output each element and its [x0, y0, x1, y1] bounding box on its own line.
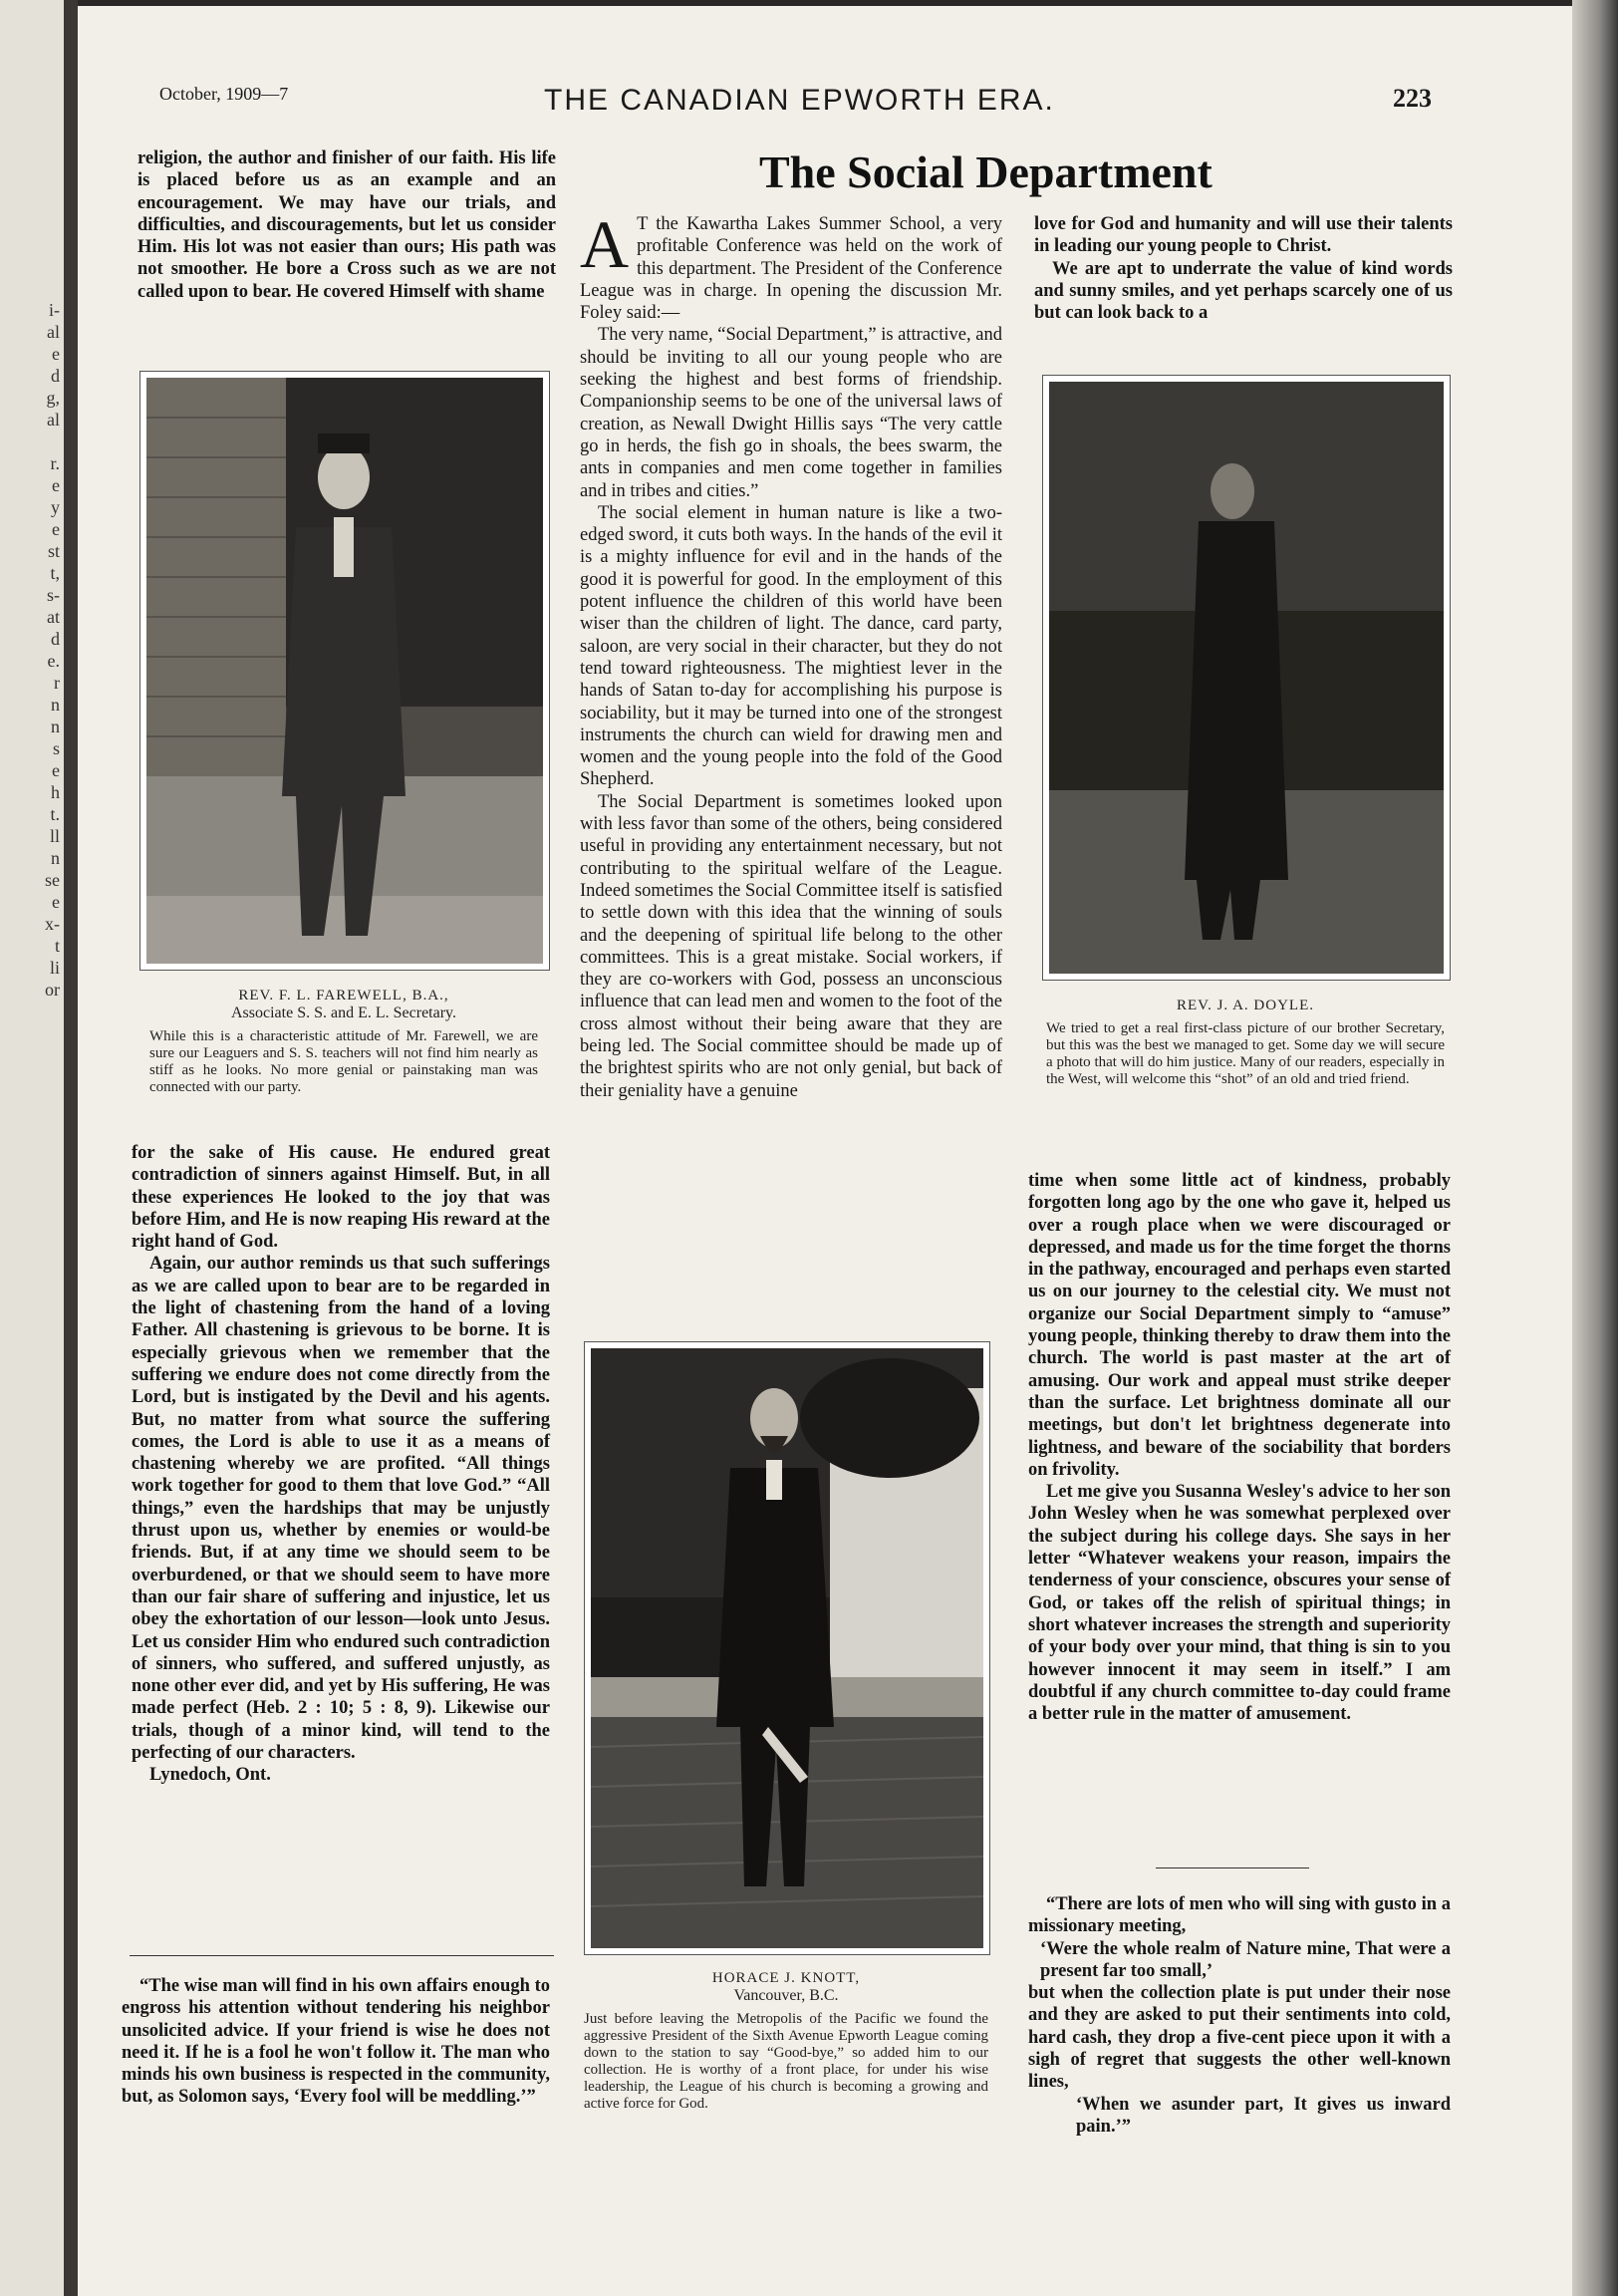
col1-body	[132, 1142, 550, 1787]
farewell-name: REV. F. L. FAREWELL, B.A.,	[238, 988, 449, 1004]
doyle-name: REV. J. A. DOYLE.	[1177, 998, 1314, 1013]
article-paragraph-1: T the Kawartha Lakes Summer School, a very profitable Conference was held on the work of this department. The President of the Conference League was in charge. In opening the discussion Mr. Foley said:—	[580, 214, 1002, 324]
photo-farewell-image	[146, 378, 543, 964]
col3-paragraph-2: We are apt to underrate the value of kind words and sunny smiles, and yet perhaps scarcely one of us but can look back to a	[1034, 258, 1453, 324]
farewell-role: Associate S. S. and E. L. Secretary.	[230, 1004, 456, 1021]
header-page-number: 223	[1393, 84, 1432, 113]
col3-paragraph-4: Let me give you Susanna Wesley's advice to her son John Wesley when he was somewhat perplexed over the subject during his college days. She says in her letter “Whatever weakens your reason, impairs the tenderness of your conscience, obscures your sense of God, or takes off the relish of spiritual things; in short whatever increases the strength and superiority of your body over your mind, that thing is sin to you however innocent it may seem in itself.” I am doubtful if any church committee to-day could frame a better rule in the matter of amusement.	[1028, 1482, 1451, 1725]
col3-paragraph-1: love for God and humanity and will use their talents in leading our young people to Christ.	[1034, 214, 1453, 257]
adjacent-page-fragments: i- al e d g, al r. e y e st t, s- at d e. r n n s e h t. ll n se e x- t li or	[45, 300, 60, 1000]
col3-hymn-lines: ‘Were the whole realm of Nature mine, That were a present far too small,’	[1040, 1938, 1451, 1981]
article-paragraph-4: The Social Department is sometimes looked upon with less favor than some of the others, being considered useful in providing any entertainment necessary, but not contributing to the spiritual welfare of the League. Indeed sometimes the Social Committee itself is satisfied to settle down with this idea that the winning of souls and the deepening of spiritual life belong to the other committees. This is a great mistake. Social workers, if they are co-workers with God, possess an unconscious influence that can lead men and women to the foot of the cross almost without their being aware that they are being led. The Social committee should be made up of the brightest spirits who are not only genial, but back of their geniality have a genuine	[580, 791, 1002, 1101]
col1-divider	[130, 1955, 554, 1956]
binding-gutter	[64, 0, 78, 2296]
knott-caption	[584, 1969, 988, 2113]
farewell-caption	[149, 987, 538, 1096]
article-paragraph-2: The very name, “Social Department,” is attractive, and should be inviting to all our young people who are seeking the highest and best forms of friendship. Companionship seems to be one of the universal laws of creation, as Newall Dwight Hillis says “The very cattle go in herds, the fish go in shoals, the bees swarm, the ants in companies and men come together in families and in tribes and cities.”	[580, 325, 1002, 501]
col1-paragraph-2: Again, our author reminds us that such sufferings as we are called upon to bear are to be regarded in the light of chastening from the hand of a loving Father. All chastening is grievous to be borne. It is especially grievous when we remember that the suffering we endure does not come directly from the Lord, but is instigated by the Devil and his agents. But, no matter from what source the suffering comes, the Lord is able to use it as a means of chastening whereby we are profited. “All things work together for good to them that love God.” “All things,” even the hardships that may be unjustly thrust upon us, whether by enemies or would-be friends. But, if at any time we should seem to be overburdened, or that we should seem to have more than our fair share of suffering and injustice, let us obey the exhortation of our lesson—look unto Jesus. Let us consider Him who endured such contradiction of sinners, who suffered, and suffered unjustly, as none other ever did, and yet by His suffering, He was made perfect (Heb. 2 : 10; 5 : 8, 9). Likewise our trials, though of a minor kind, will tend to the perfecting of our characters.	[132, 1254, 550, 1764]
col3-body	[1028, 1170, 1451, 1725]
knott-name: HORACE J. KNOTT,	[711, 1970, 861, 1986]
knott-place: Vancouver, B.C.	[733, 1987, 839, 2004]
col1-signature: Lynedoch, Ont.	[149, 1765, 271, 1786]
knott-blurb: Just before leaving the Metropolis of the Pacific we found the aggressive President of the Sixth Avenue Epworth League coming down to the station to say “Good-bye,” so added him to our collection. He is worthy of a front place, for under his wise leadership, the League of his church is becoming a growing and active force for God.	[584, 2011, 988, 2112]
header-title: THE CANADIAN EPWORTH ERA.	[544, 84, 1055, 117]
farewell-blurb: While this is a characteristic attitude of Mr. Farewell, we are sure our Leaguers and S. S. teachers will not find him nearly as stiff as he looks. No more genial or painstaking man was connected with our party.	[149, 1028, 538, 1095]
col3-paragraph-3: time when some little act of kindness, probably forgotten long ago by the one who gave it, helped us over a rough place when we were discouraged or depressed, and made us for the time forget the thorns in the pathway, encouraged and perhaps even started us on our journey to the celestial city. We must not organize our Social Department simply to “amuse” young people, thinking thereby to draw them into the church. The world is past master at the art of amusing. Our work and appeal must strike deeper than the surface. Let brightness dominate all our meetings, but don't let brightness degenerate into lightness, and beware of the sociability that borders on frivolity.	[1028, 1171, 1451, 1480]
knott-portrait-illustration	[591, 1348, 983, 1948]
adjacent-page-sliver	[0, 0, 64, 2296]
article-headline: The Social Department	[759, 146, 1213, 197]
doyle-blurb: We tried to get a real first-class picture of our brother Secretary, but this was the best we managed to get. Some day we will secure a photo that will do him justice. Many of our readers, especially in the West, will welcome this “shot” of an old and tried friend.	[1046, 1020, 1445, 1087]
doyle-portrait-illustration	[1049, 382, 1444, 974]
header-date: October, 1909—7	[159, 84, 289, 104]
col3-quote-body: but when the collection plate is put under their nose and they are asked to put their sentiments into cold, hard cash, they drop a five-cent piece upon it with a sigh of regret that suggests the other well-known lines,	[1028, 1983, 1451, 2093]
col1-top-paragraph: religion, the author and finisher of our faith. His life is placed before us as an example and an encouragement. We may have our trials, and difficulties, and discouragements, but let us consider Him. His lot was not easier than ours; His path was not smoother. He bore a Cross such as we are not called upon to bear. He covered Himself with shame	[137, 148, 556, 302]
photo-farewell	[139, 371, 550, 971]
col1-quote	[122, 1975, 550, 2109]
col3-quote-intro: “There are lots of men who will sing with gusto in a missionary meeting,	[1028, 1894, 1451, 1937]
photo-knott-image	[591, 1348, 983, 1948]
col1-quote-text: “The wise man will find in his own affairs enough to engross his attention without tendering his neighbor unsolicited advice. If your friend is wise he does not need it. If he is a fool he won't follow it. The man who minds his own business is respected in the community, but, as Solomon says, ‘Every fool will be meddling.’”	[122, 1976, 550, 2108]
col3-top-text	[1034, 213, 1453, 324]
col3-anecdote	[1028, 1893, 1451, 2138]
col1-top-text	[137, 147, 556, 303]
photo-doyle-image	[1049, 382, 1444, 974]
book-edge	[1572, 0, 1618, 2296]
doyle-caption	[1046, 997, 1445, 1088]
farewell-portrait-illustration	[146, 378, 543, 964]
col3-closing-lines: ‘When we asunder part, It gives us inward pain.’”	[1076, 2094, 1451, 2137]
article-dropcap: A	[580, 206, 630, 282]
article-body	[580, 206, 1002, 1102]
photo-knott	[584, 1341, 990, 1955]
article-paragraph-3: The social element in human nature is like a two-edged sword, it cuts both ways. In the hands of the evil it is a mighty influence for evil and in the hands of the good it is powerful for good. In the employment of this potent influence the children of this world have been wiser than the children of light. The dance, card party, saloon, are very social in their character, but they do not tend toward righteousness. The mightiest lever in the hands of Satan to-day for accomplishing his purpose is sociability, but it may be turned into one of the strongest instruments the church can wield for drawing men and women and the young people into the fold of the Good Shepherd.	[580, 502, 1002, 790]
photo-doyle	[1042, 375, 1451, 981]
col1-paragraph-1: for the sake of His cause. He endured great contradiction of sinners against Himself. But, in all these experiences He looked to the joy that was before Him, and He is now reaping His reward at the right hand of God.	[132, 1143, 550, 1253]
col3-divider	[1156, 1867, 1309, 1868]
